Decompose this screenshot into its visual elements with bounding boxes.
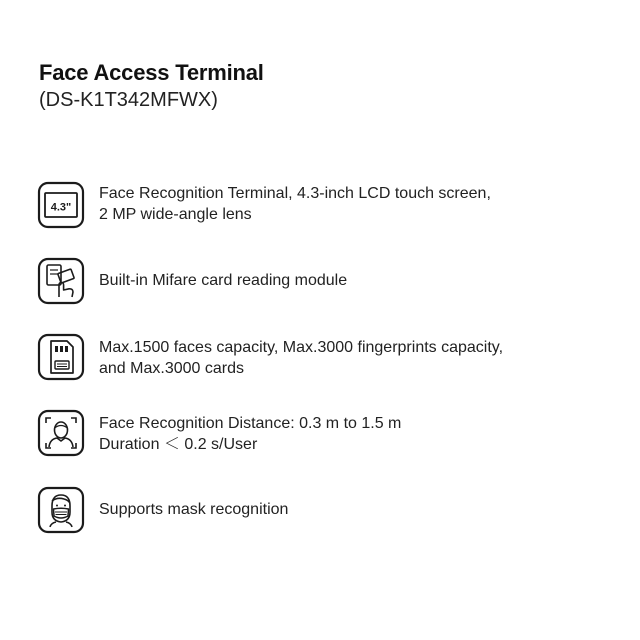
feature-line: and Max.3000 cards [99,360,244,377]
card-tap-icon [37,257,85,305]
feature-item-mask-recognition [37,486,597,536]
feature-line: 2 MP wide-angle lens [99,206,252,223]
model-number: (DS-K1T342MFWX) [39,89,218,111]
feature-item-screen [37,181,597,231]
screen-size-icon [37,181,85,229]
screen-size-label: 4.3" [50,201,72,214]
feature-line: Built-in Mifare card reading module [99,272,348,289]
feature-item-card-reader [37,257,597,307]
feature-line: Face Recognition Distance: 0.3 m to 1.5 m [99,415,402,432]
feature-line: Duration ＜ 0.2 s/User [99,436,258,453]
feature-line: Face Recognition Terminal, 4.3-inch LCD touch screen, [99,185,491,202]
page-title: Face Access Terminal [39,60,264,85]
feature-line: Max.1500 faces capacity, Max.3000 fingerprints capacity, [99,339,504,356]
face-scan-icon [37,409,85,457]
memory-card-icon [37,333,85,381]
feature-item-capacity [37,333,597,383]
feature-line: Supports mask recognition [99,501,289,518]
masked-face-icon [37,486,85,534]
feature-item-recognition-distance [37,409,597,459]
